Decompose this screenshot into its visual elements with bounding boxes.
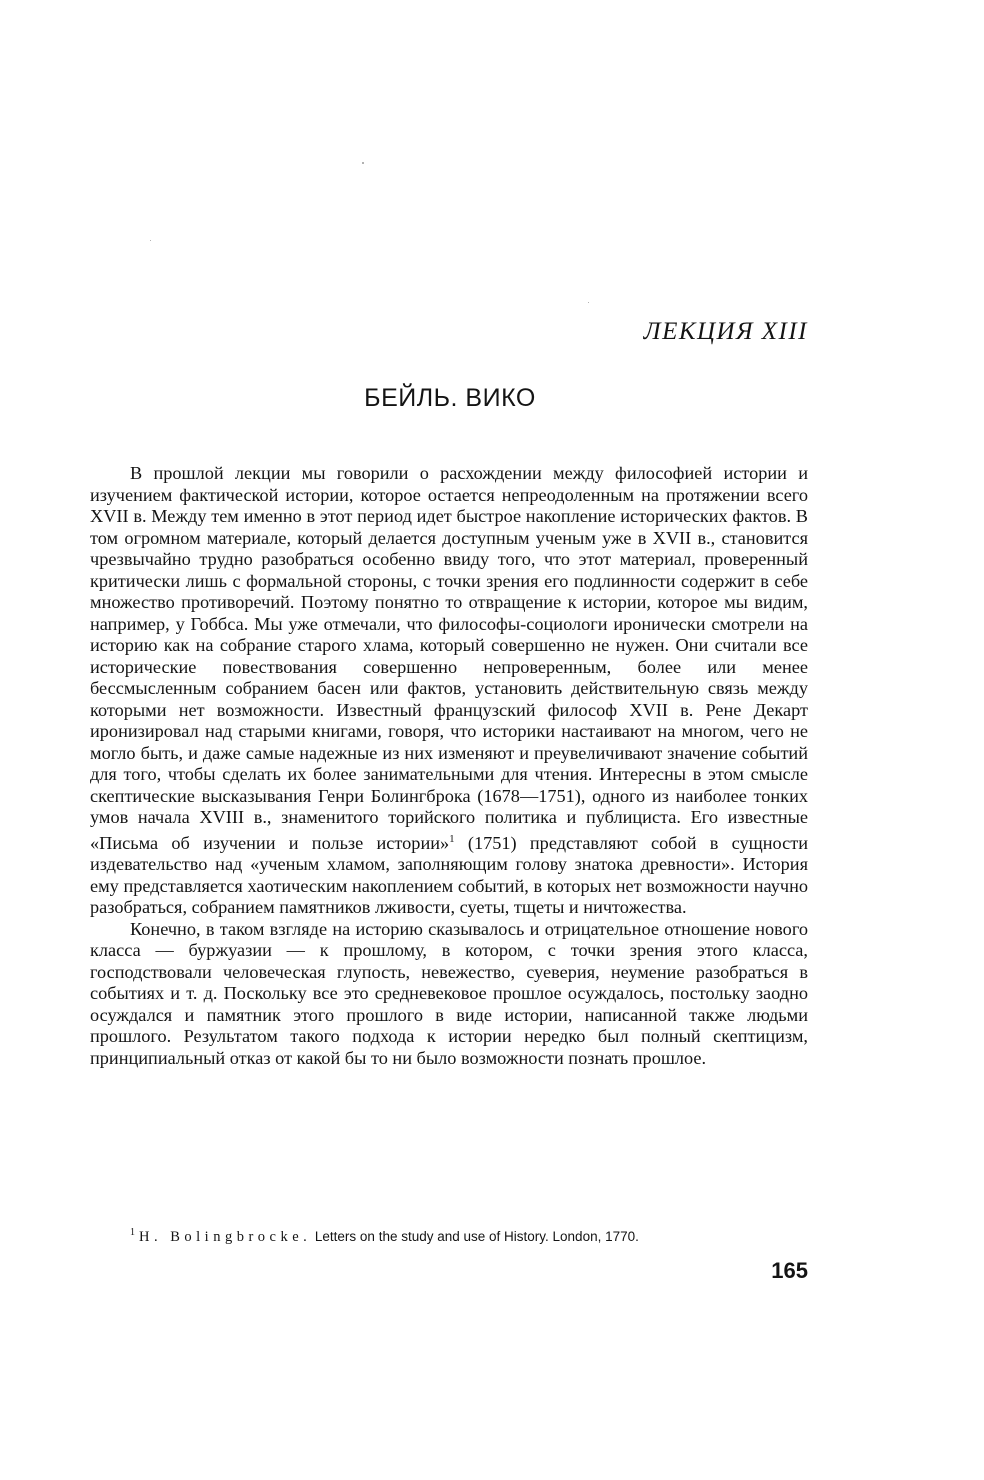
paragraph-text-continued: (1751) представляют собой в сущности издевательство над «ученым хламом, заполняющим голову знатока древности». История ему представляется хаотическим накоплением событий, в которых нет возможности научно разобраться, собранием памятников лживости, суеты, тщеты и ничтожества. — [90, 832, 808, 918]
footnote-reference: 1 — [449, 832, 455, 845]
lecture-label: ЛЕКЦИЯ XIII — [643, 318, 808, 345]
footnote-citation: Letters on the study and use of History. London, 1770. — [314, 1228, 639, 1244]
scan-speck — [588, 302, 589, 303]
footnote-mark: 1 — [130, 1227, 135, 1238]
scan-speck — [150, 240, 151, 241]
body-text — [90, 463, 808, 1069]
chapter-title: БЕЙЛЬ. ВИКО — [364, 384, 536, 412]
page-number: 165 — [771, 1258, 808, 1283]
scan-speck — [362, 162, 364, 164]
footnote — [90, 1224, 808, 1246]
footnote-author: H. Bolingbrocke. — [139, 1228, 312, 1245]
paragraph — [90, 463, 808, 919]
paragraph-text: В прошлой лекции мы говорили о расхождении между философией истории и изучением фактической истории, которое остается непреодоленным на протяжении всего XVII в. Между тем именно в этот период идет быстрое накопление исторических фактов. В том огромном материале, который делается доступным ученым уже в XVII в., становится чрезвычайно трудно разобраться особенно ввиду того, что этот материал, проверенный критически лишь с формальной стороны, с точки зрения его подлинности содержит в себе множество противоречий. Поэтому понятно то отвращение к истории, которое мы видим, например, у Гоббса. Мы уже отмечали, что философы-социологи иронически смотрели на историю как на собрание старого хлама, который совершенно не нужен. Они считали все исторические повествования совершенно непроверенным, более или менее бессмысленным собранием басен или фактов, установить действительную связь между которыми нет возможности. Известный французский философ XVII в. Рене Декарт иронизировал над старыми книгами, говоря, что историки настаивают на многом, чего не могло быть, и даже самые надежные из них изменяют и преувеличивают значение событий для того, чтобы сделать их более занимательными для чтения. Интересны в этом смысле скептические высказывания Генри Болингброка (1678—1751), одного из наиболее тонких умов начала XVIII в., знаменитого торийского политика и публициста. Его известные «Письма об изучении и пользе истории» — [90, 463, 808, 853]
paragraph: Конечно, в таком взгляде на историю сказывалось и отрицательное отношение нового класса — буржуазии — к прошлому, в котором, с точки зрения этого класса, господствовали человеческая глупость, невежество, суеверия, неумение разобраться в событиях и т. д. Поскольку все это средневековое прошлое осуждалось, постольку заодно осуждался и памятник этого прошлого в виде истории, написанной также людьми прошлого. Результатом такого подхода к истории нередко был полный скептицизм, принципиальный отказ от какой бы то ни было возможности познать прошлое. — [90, 918, 808, 1068]
